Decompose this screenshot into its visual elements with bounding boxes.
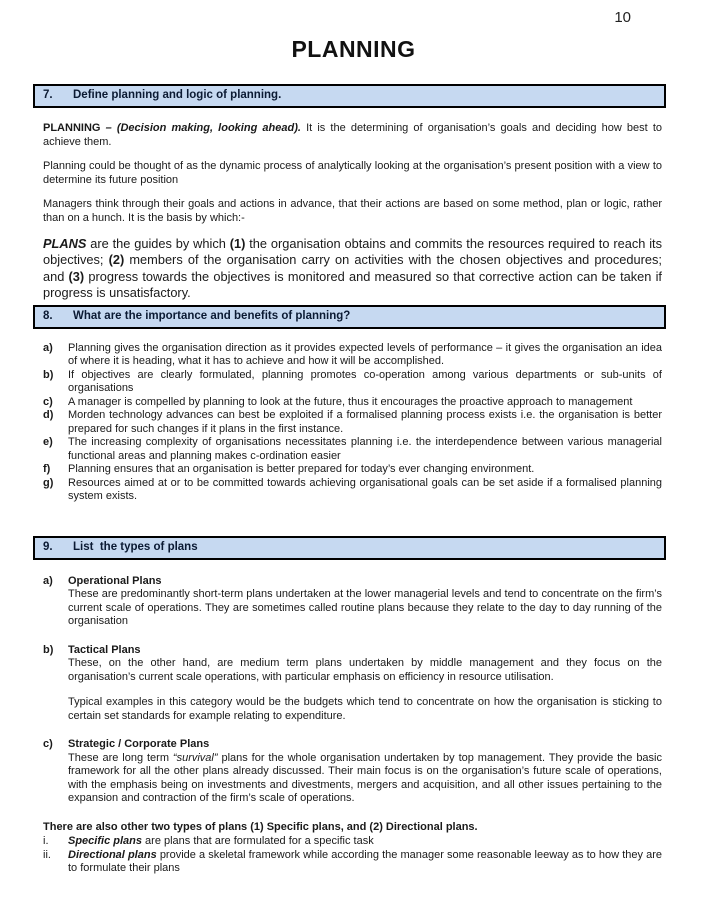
section-7-body (43, 122, 662, 302)
list-item-a (43, 342, 662, 369)
plan-strategic (43, 738, 662, 806)
list-item-text: Specific plans are plans that are formulated for a specific task (68, 835, 374, 848)
plan-paragraph: Typical examples in this category would be the budgets which tend to concentrate on how the organisation is sticking to certain set standards for example relating to expenditure. (68, 696, 662, 722)
list-marker: c) (43, 395, 53, 408)
plan-operational (43, 575, 662, 629)
question-number: 9. (43, 540, 53, 553)
paragraph-definition: PLANNING – (Decision making, looking ahead). It is the determining of organisation’s goals and deciding how best to achieve them. (43, 122, 662, 148)
question-heading: What are the importance and benefits of planning? (73, 309, 351, 322)
section-9-body (43, 575, 662, 876)
plan-paragraph: These are predominantly short-term plans undertaken at the lower managerial levels and tend to concentrate on the firm’s current scale of operations. They are sometimes called routine plans because they relate to the day to day running of the organisation (68, 588, 662, 628)
list-item-text: If objectives are clearly formulated, planning promotes co-operation among various departments or sub-units of organisations (68, 368, 662, 395)
list-marker: e) (43, 436, 53, 449)
list-item-text: Directional plans provide a skeletal framework while according the manager some reasonable leeway as to how they are to formulate their plans (68, 848, 663, 875)
plan-tactical (43, 644, 662, 724)
paragraph-plans: PLANS are the guides by which (1) the organisation obtains and commits the resources required to reach its objectives; (2) members of the organisation carry on activities with the chosen objectives and procedures; and (3) progress towards the objectives is monitored and measured so that corrective action can be taken if progress is unsatisfactory. (43, 236, 662, 301)
list-item-f (43, 463, 662, 477)
other-plans-intro: There are also other two types of plans (1) Specific plans, and (2) Directional plans. (43, 820, 478, 833)
list-item-text: A manager is compelled by planning to look at the future, thus it encourages the proactive approach to management (68, 395, 633, 408)
question-heading: Define planning and logic of planning. (73, 89, 282, 101)
list-marker: i. (43, 835, 49, 848)
other-plan-types (43, 821, 662, 876)
list-item-b (43, 369, 662, 396)
list-marker: g) (43, 476, 54, 489)
list-item-g (43, 477, 662, 504)
plan-paragraph: These are long term “survival” plans for the whole organisation undertaken by top management. They provide the basic framework for all the other plans already discussed. Their main focus is on the organisation’s future scale of operations, with the emphasis being on investments and divestments, mergers and acquisition, and all other issues pertaining to the expansion and contraction of the firm’s scale of operations. (68, 751, 662, 805)
list-marker: a) (43, 341, 53, 354)
list-marker: f) (43, 463, 51, 476)
list-item-c (43, 396, 662, 410)
list-item-text: The increasing complexity of organisations necessitates planning i.e. the interdependence between various managerial functional areas and planning makes c-ordination easier (68, 436, 662, 462)
list-marker: a) (43, 574, 53, 587)
page-number: 10 (614, 9, 631, 26)
list-item-d (43, 409, 662, 436)
list-item-text: Resources aimed at or to be committed towards achieving organisational goals can be set aside if a formalised planning system exists. (68, 476, 662, 503)
plan-paragraph: These, on the other hand, are medium term plans undertaken by middle management and they focus on the organisation’s current scale operations, with particular emphasis on efficiency in resource utilisation. (68, 657, 662, 683)
list-marker: b) (43, 368, 54, 381)
plan-title: Strategic / Corporate Plans (68, 738, 210, 751)
list-marker: b) (43, 643, 54, 656)
question-bar-9 (33, 536, 666, 560)
list-marker: ii. (43, 848, 51, 861)
section-8-body (43, 342, 662, 504)
question-heading: List the types of plans (73, 540, 198, 553)
list-marker: c) (43, 738, 53, 751)
page-title: PLANNING (291, 36, 416, 62)
list-item-text: Morden technology advances can best be exploited if a formalised planning process exists i.e. the organisation is better prepared for such changes if it plans in the first instance. (68, 409, 662, 435)
list-item-directional-plans (43, 849, 662, 876)
plan-title: Operational Plans (68, 574, 162, 587)
question-bar-8 (33, 305, 666, 329)
list-item-text: Planning gives the organisation direction as it provides expected levels of performance – it gives the organisation an idea of where it is heading, what it has to achieve and how it will be accomplished. (68, 341, 662, 368)
list-item-text: Planning ensures that an organisation is better prepared for today’s ever changing environment. (68, 463, 535, 476)
question-number: 7. (43, 89, 53, 101)
paragraph-dynamic-process: Planning could be thought of as the dynamic process of analytically looking at the organisation’s present position with a view to determine its future position (43, 160, 662, 186)
question-bar-7 (33, 84, 666, 108)
list-marker: d) (43, 409, 54, 422)
paragraph-managers: Managers think through their goals and actions in advance, that their actions are based on some method, plan or logic, rather than on a hunch. It is the basis by which:- (43, 198, 662, 224)
list-item-specific-plans (43, 835, 662, 849)
question-number: 8. (43, 309, 53, 322)
list-item-e (43, 436, 662, 463)
plan-title: Tactical Plans (68, 643, 141, 656)
